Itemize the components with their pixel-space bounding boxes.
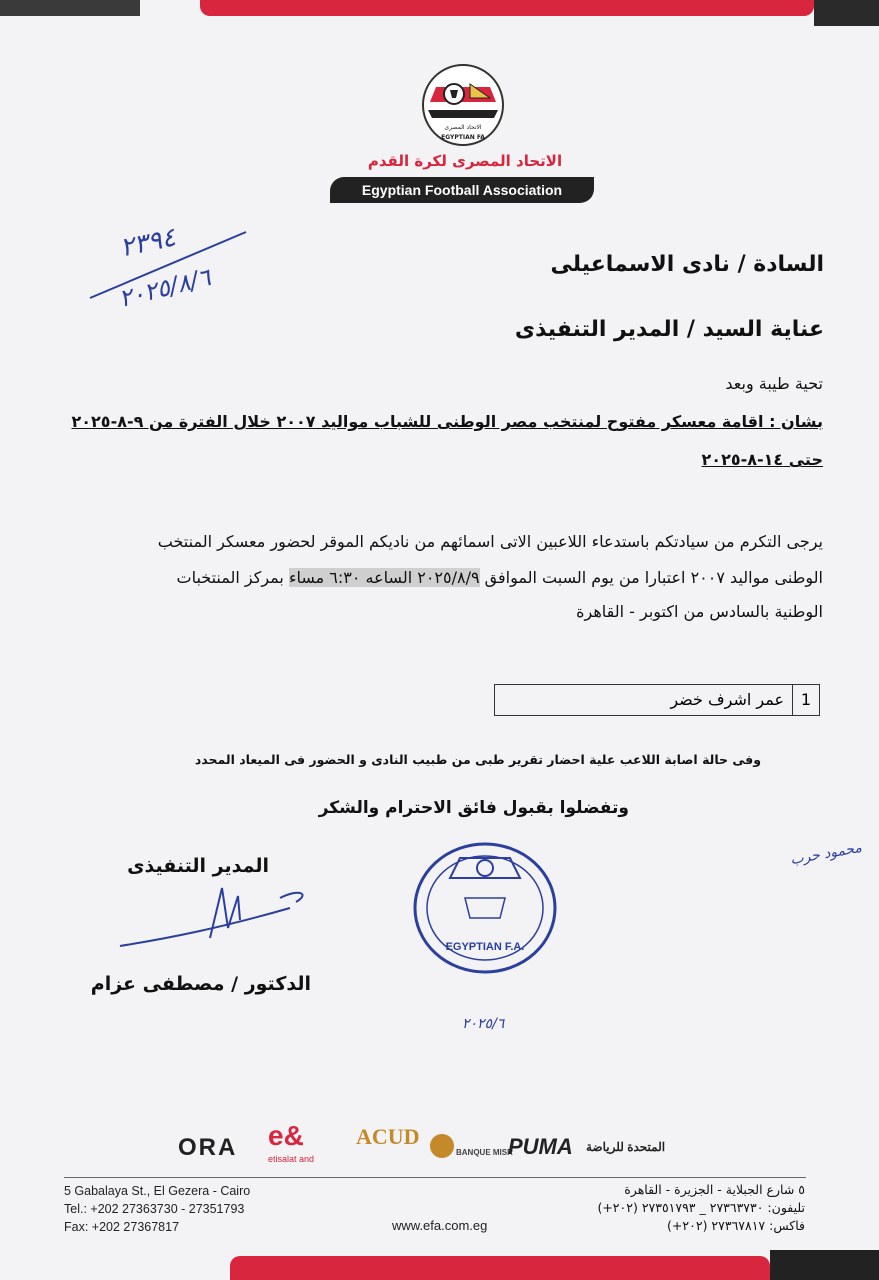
handwritten-initials: محمود حرب	[789, 839, 863, 869]
closing-line: وتفضلوا بقبول فائق الاحترام والشكر	[318, 798, 629, 818]
footer-divider	[64, 1177, 806, 1178]
logo-caption: EGYPTIAN FA	[441, 134, 485, 141]
subject-line-2: حتى ١٤-٨-٢٠٢٥	[701, 450, 823, 469]
signatory-title: المدير التنفيذى	[127, 855, 269, 877]
sponsor-puma: PUMA	[508, 1134, 573, 1159]
sponsor-ora: ORA	[178, 1134, 238, 1161]
banque-misr-emblem	[430, 1134, 454, 1158]
injury-note: وفى حالة اصابة اللاعب علية احضار تقرير طبى من طبيب النادى و الحضور فى الميعاد المحدد	[194, 752, 761, 767]
bottom-edge-shadow	[770, 1250, 879, 1280]
top-red-band	[200, 0, 814, 16]
fax-arabic: فاكس: ٢٧٣٦٧٨١٧ (٢٠٢+)	[667, 1218, 805, 1233]
recipient-club: السادة / نادى الاسماعيلى	[550, 252, 824, 277]
sponsor-eand-caption: etisalat and	[268, 1154, 315, 1164]
signatory-name: الدكتور / مصطفى عزام	[90, 973, 311, 995]
subject-line-1: بشان : اقامة معسكر مفتوح لمنتخب مصر الوطنى للشباب مواليد ٢٠٠٧ خلال الفترة من ٩-٨-٢٠٢٥	[71, 412, 823, 431]
signature	[110, 868, 350, 958]
svg-text:الاتحاد المصرى: الاتحاد المصرى	[444, 124, 482, 131]
phone-arabic: تليفون: ٢٧٣٦٣٧٣٠ _ ٢٧٣٥١٧٩٣ (٢٠٢+)	[597, 1200, 805, 1215]
stamp-text: EGYPTIAN F.A.	[445, 941, 525, 953]
top-edge-shadow	[0, 0, 140, 16]
fax-english: Fax: +202 27367817	[64, 1220, 180, 1234]
org-name-arabic: الاتحاد المصرى لكرة القدم	[367, 152, 563, 170]
date-time-highlight: ٢٠٢٥/٨/٩ الساعه ٦:٣٠ مساء	[288, 568, 480, 587]
recipient-attention: عناية السيد / المدير التنفيذى	[514, 317, 824, 342]
phone-english: Tel.: +202 27363730 - 27351793	[64, 1202, 245, 1216]
sponsor-united-sports: المتحدة للرياضة	[586, 1140, 666, 1154]
body-line-3: الوطنية بالسادس من اكتوبر - القاهرة	[576, 602, 823, 621]
handwritten-date-under-stamp: ٢٠٢٥/٦	[462, 1016, 505, 1032]
address-arabic: ٥ شارع الجبلاية - الجزيرة - القاهرة	[624, 1182, 805, 1197]
sponsor-banque-misr: BANQUE MISR	[456, 1148, 513, 1157]
players-table	[494, 684, 820, 716]
bottom-red-band	[230, 1256, 770, 1280]
greeting: تحية طيبة وبعد	[725, 374, 823, 393]
reference-date: ٢٠٢٥/٨/٦	[116, 263, 214, 313]
org-name-english: Egyptian Football Association	[330, 177, 594, 203]
address-english: 5 Gabalaya St., El Gezera - Cairo	[64, 1184, 251, 1198]
body-line-2	[177, 564, 824, 592]
player-number: 1	[792, 685, 819, 715]
sponsor-acud: ACUD	[356, 1124, 420, 1149]
top-edge-shadow-right	[814, 0, 879, 26]
body-line-1: يرجى التكرم من سيادتكم باستدعاء اللاعبين الاتى اسمائهم من ناديكم الموقر لحضور معسكر المنتخب	[157, 532, 823, 551]
reference-number: ٢٣٩٤	[117, 222, 179, 264]
player-name: عمر اشرف خضر	[670, 690, 784, 709]
sponsor-eand: e&	[268, 1120, 304, 1151]
efa-logo	[420, 62, 506, 148]
body-line-2-end: بمركز المنتخبات	[176, 568, 289, 587]
official-stamp	[410, 838, 560, 978]
website: www.efa.com.eg	[392, 1218, 488, 1233]
body-line-2-start: الوطنى مواليد ٢٠٠٧ اعتبارا من يوم السبت الموافق	[479, 568, 823, 587]
